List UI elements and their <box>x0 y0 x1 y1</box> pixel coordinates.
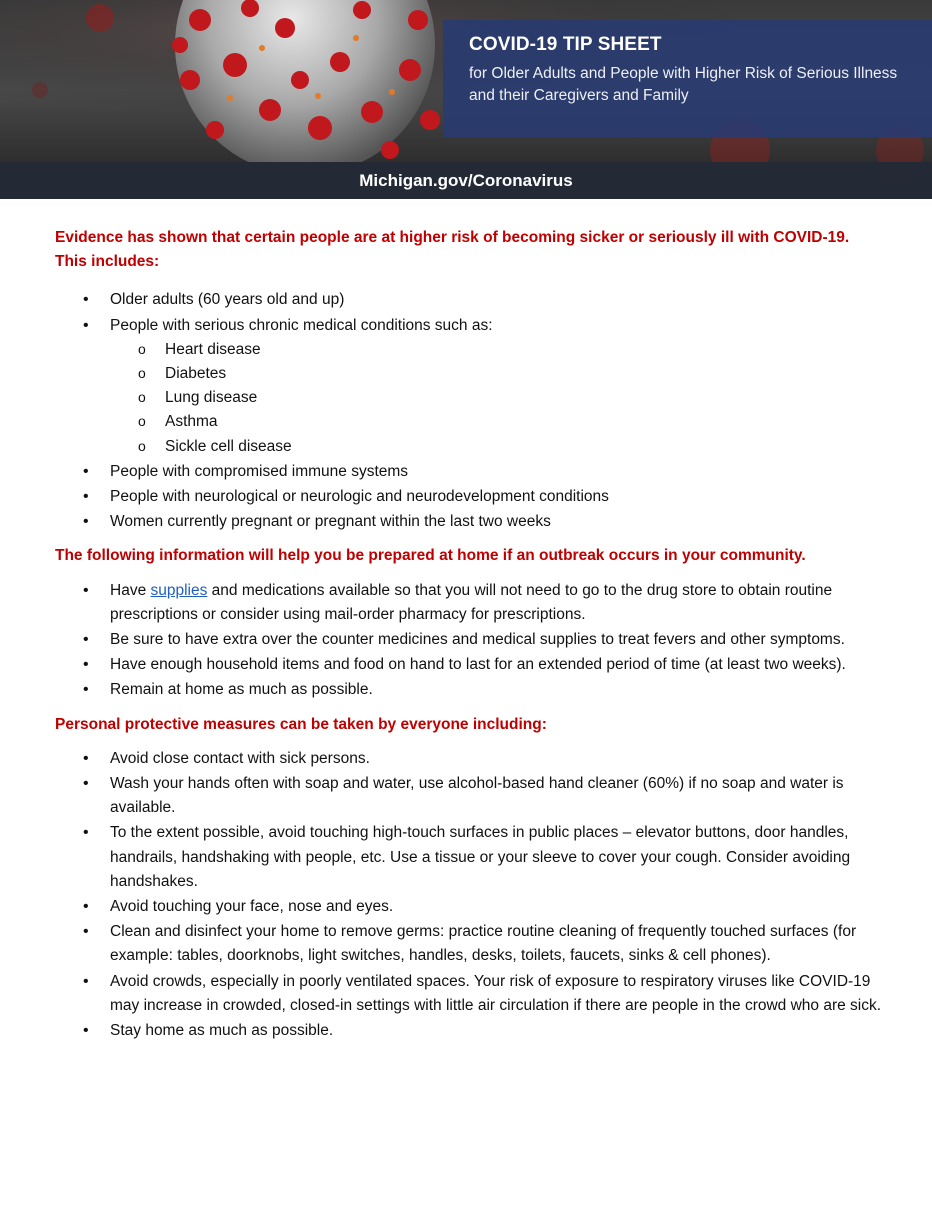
list-item: • Remain at home as much as possible. <box>55 678 885 702</box>
list-item-label: People with serious chronic medical conditions such as: <box>110 316 493 334</box>
list-item <box>55 579 885 627</box>
list-item: • Wash your hands often with soap and water, use alcohol-based hand cleaner (60%) if no soap and water is available. <box>55 772 885 820</box>
main-content <box>55 226 885 1044</box>
section-heading-risk: Evidence has shown that certain people are at higher risk of becoming sicker or seriously ill with COVID-19. This includes: <box>55 229 850 271</box>
condition-list <box>110 338 885 459</box>
list-item <box>55 314 885 459</box>
website-url: Michigan.gov/Coronavirus <box>0 162 932 199</box>
sublist-item: o Heart disease <box>110 338 885 362</box>
list-item: • Women currently pregnant or pregnant within the last two weeks <box>55 510 885 534</box>
list-item: • Clean and disinfect your home to remove germs: practice routine cleaning of frequently touched surfaces (for example: tables, doorknobs, light switches, handles, desks, toilets, faucets, sinks & cell phones). <box>55 920 885 968</box>
text-fragment: Have <box>110 581 151 599</box>
list-item: • Avoid close contact with sick persons. <box>55 747 885 771</box>
supplies-link[interactable]: supplies <box>150 581 208 599</box>
title-box <box>443 20 932 137</box>
list-item: • Have enough household items and food on hand to last for an extended period of time (at least two weeks). <box>55 653 885 677</box>
prepare-list <box>55 579 885 703</box>
sublist-item: o Sickle cell disease <box>110 435 885 459</box>
section-heading-prepare: The following information will help you be prepared at home if an outbreak occurs in your community. <box>55 547 806 565</box>
list-item: • Avoid touching your face, nose and eyes. <box>55 895 885 919</box>
page-subtitle: for Older Adults and People with Higher Risk of Serious Illness and their Caregivers and Family <box>469 65 898 104</box>
risk-list <box>55 288 885 534</box>
list-item: • Be sure to have extra over the counter medicines and medical supplies to treat fevers and other symptoms. <box>55 628 885 652</box>
section-heading-protective: Personal protective measures can be taken by everyone including: <box>55 715 547 733</box>
sublist-item: o Asthma <box>110 410 885 434</box>
sublist-item: o Diabetes <box>110 362 885 386</box>
list-item: • Stay home as much as possible. <box>55 1019 885 1043</box>
protective-list <box>55 747 885 1043</box>
list-item: • Avoid crowds, especially in poorly ventilated spaces. Your risk of exposure to respiratory viruses like COVID-19 may increase in crowded, closed-in settings with little air circulation if there are people in the crowd who are sick. <box>55 970 885 1018</box>
list-item: • Older adults (60 years old and up) <box>55 288 885 312</box>
text-fragment: and medications available so that you will not need to go to the drug store to obtain routine prescriptions or consider using mail-order pharmacy for prescriptions. <box>110 581 833 623</box>
list-item: • People with compromised immune systems <box>55 460 885 484</box>
page-title: COVID-19 TIP SHEET <box>469 34 662 55</box>
sublist-item: o Lung disease <box>110 386 885 410</box>
list-item: • People with neurological or neurologic and neurodevelopment conditions <box>55 485 885 509</box>
list-item: • To the extent possible, avoid touching high-touch surfaces in public places – elevator buttons, door handles, handrails, handshaking with people, etc. Use a tissue or your sleeve to cover your cough. Consider avoiding handshakes. <box>55 821 885 894</box>
header-banner <box>0 0 932 162</box>
